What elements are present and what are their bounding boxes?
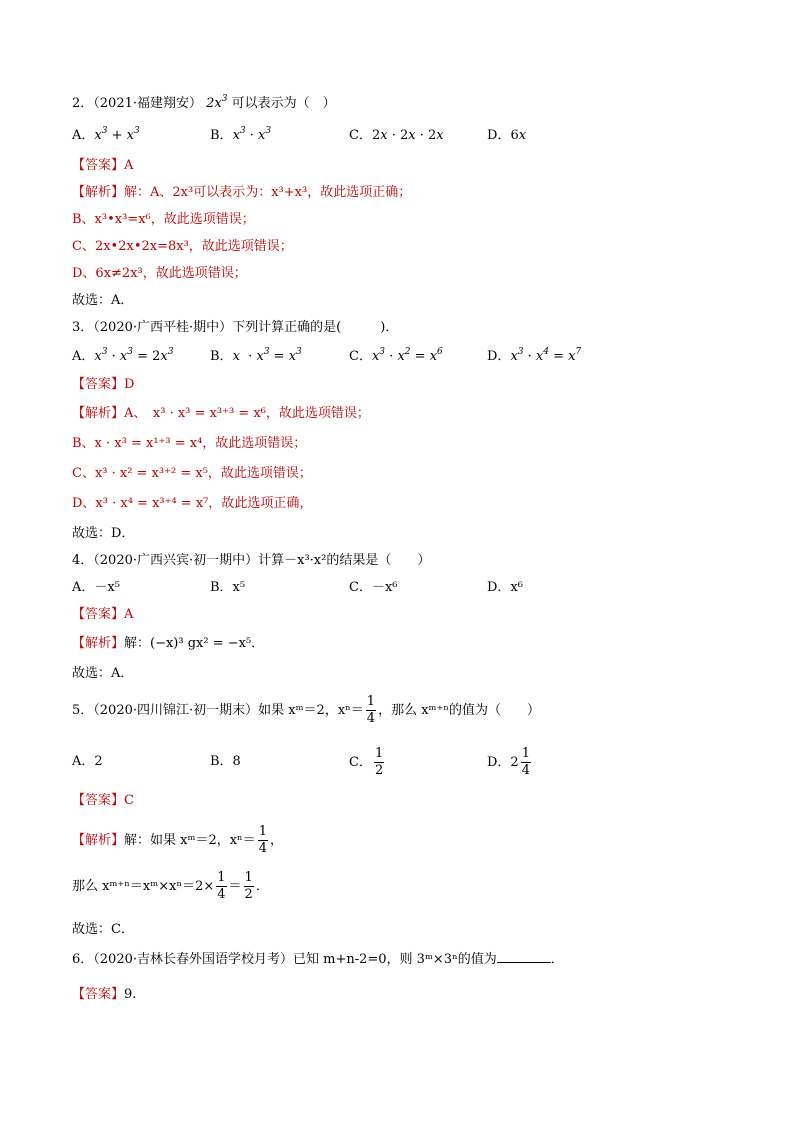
q6-stem: 6．（2020·吉林长春外国语学校月考）已知 m+n-2=0，则 3ᵐ×3ⁿ的值为 ． <box>72 952 564 967</box>
q5-stem-fraction: $\frac{1}{4}$ <box>366 694 376 726</box>
q2-option-c: C．2x · 2x · 2x <box>349 128 444 143</box>
q5-option-d: D．2 $\frac{1}{4}$ <box>487 746 530 778</box>
q4-analysis: 【解析】解：(−x)³ gx² = −x⁵． <box>72 636 265 651</box>
q3-analysis-line-3: C、x³ · x² = x³⁺² = x⁵，故此选项错误； <box>72 466 312 481</box>
q4-option-d: D．x⁶ <box>487 580 523 595</box>
q4-option-c: C．－x⁶ <box>349 580 398 595</box>
q3-stem: 3．（2020·广西平桂·期中）下列计算正确的是( )． <box>72 320 399 335</box>
q2-analysis-line-2: B、x³•x³=x⁶，故此选项错误； <box>72 212 255 227</box>
q5-analysis-line-2: 那么 xᵐ⁺ⁿ＝xᵐ×xⁿ＝2× $\frac{1}{4}$ ＝ $\frac{1}{2}$ ． <box>72 870 269 902</box>
q5-analysis-line-1: 【解析】解：如果 xᵐ＝2，xⁿ＝ $\frac{1}{4}$ ， <box>72 824 283 856</box>
q5-conclusion: 故选：C． <box>72 922 134 937</box>
q3-option-c: C．$x^3 \cdot x^2 = x^6$ <box>349 346 443 364</box>
q4-answer: 【答案】A <box>72 607 134 622</box>
q5-stem: 5．（2020·四川锦江·初一期末）如果 xᵐ＝2，xⁿ＝ $\frac{1}{4}$ ，那么 xᵐ⁺ⁿ的值为（ ） <box>72 694 541 726</box>
q2-stem-math: $2x^3$ <box>206 93 228 111</box>
q2-option-b: B．$x^3 \cdot x^3$ <box>210 125 272 143</box>
q6-answer-blank <box>497 950 551 963</box>
q3-option-a: A．$x^3 \cdot x^3 = 2x^3$ <box>72 346 174 364</box>
q3-option-d: D．$x^3 \cdot x^4 = x^7$ <box>487 346 582 364</box>
q2-stem: 2．（2021·福建翔安） $2x^3$ 可以表示为（ ） <box>72 93 336 111</box>
q3-answer: 【答案】D <box>72 377 135 392</box>
q5-option-c: C． $\frac{1}{2}$ <box>349 746 384 778</box>
q4-conclusion: 故选：A． <box>72 666 134 681</box>
q2-analysis-line-3: C、2x•2x•2x=8x³，故此选项错误； <box>72 239 293 254</box>
q5-option-b: B．8 <box>210 754 241 769</box>
q3-conclusion: 故选：D． <box>72 526 135 541</box>
q2-option-a: A．$x^3 + x^3$ <box>72 125 140 143</box>
q3-analysis-line-4: D、x³ · x⁴ = x³⁺⁴ = x⁷，故此选项正确， <box>72 496 313 511</box>
q3-analysis-line-2: B、x · x³ = x¹⁺³ = x⁴，故此选项错误； <box>72 436 307 451</box>
q2-analysis-line-1: 【解析】解：A、2x³可以表示为：x³+x³，故此选项正确； <box>72 185 412 200</box>
q3-option-b: B．$x \cdot x^3 = x^3$ <box>210 346 302 364</box>
q4-option-b: B．x⁵ <box>210 580 246 595</box>
q2-analysis-line-4: D、6x≠2x³，故此选项错误； <box>72 266 247 281</box>
q2-answer: 【答案】A <box>72 158 134 173</box>
q5-option-a: A．2 <box>72 754 103 769</box>
q5-answer: 【答案】C <box>72 793 134 808</box>
q4-stem: 4．（2020·广西兴宾·初一期中）计算－x³·x²的结果是（ ） <box>72 553 431 568</box>
q2-conclusion: 故选：A． <box>72 293 134 308</box>
q3-analysis-line-1: 【解析】A、 x³ · x³ = x³⁺³ = x⁶，故此选项错误； <box>72 406 370 421</box>
q6-answer: 【答案】9. <box>72 987 137 1002</box>
q4-option-a: A．－x⁵ <box>72 580 120 595</box>
q2-option-d: D．6x <box>487 128 527 143</box>
